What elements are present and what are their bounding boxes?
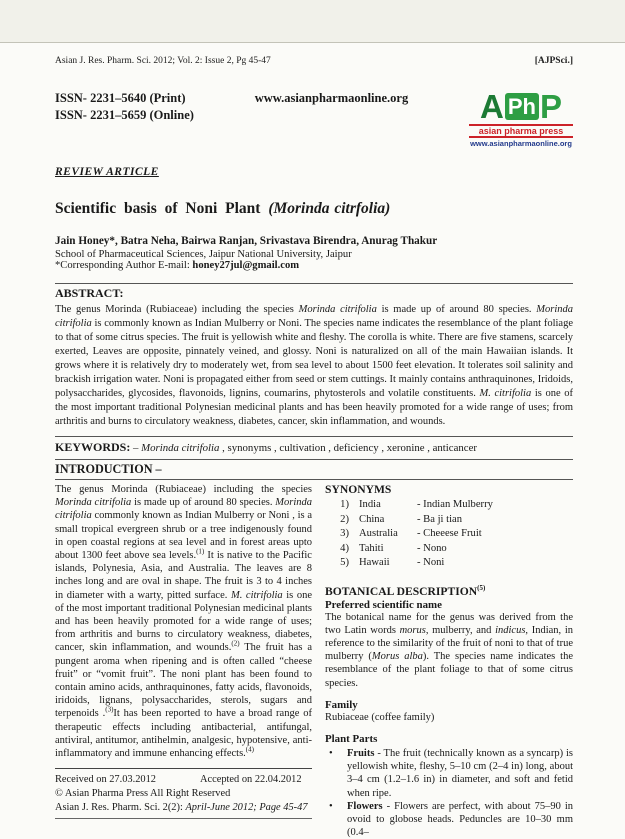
- affiliation-line: School of Pharmaceutical Sciences, Jaipur National University, Jaipur: [55, 249, 352, 260]
- intro-species-italic: Morinda citrifolia: [55, 497, 135, 509]
- keywords-label: KEYWORDS:: [55, 440, 131, 454]
- abstract-seg: is commonly known as Indian Mulberry or Noni. The species name indicates the resemblance of the plant foliage to that of some citrus species. The fruit is yellowish white and fleshy. The corolla is white. There are five stamens, scarcely exerted, Leaves are opposite, pinnately veined, and glossy. Noni is naturalized on all of the main Hawaiian islands. It grows where it is relatively dry to moderately wet, from sea level to about 1500 feet elevation. It tolerates soil salinity and brackish irrigation water. Noni is propagated either from seed or stem cuttings. It mainly contains anthraquinones, Iridoids, polysaccharides, glycosides, flavonoids, lignins, coumarins, phytosterols and volatile constituents.: [55, 318, 573, 399]
- authors-line: Jain Honey*, Batra Neha, Bairwa Ranjan, Srivastava Birendra, Anurag Thakur: [55, 235, 438, 247]
- botanical-seg: , Indian, in reference to the similarity of the fruit of noni to that of true mulberry (: [325, 624, 573, 663]
- publisher-website-link[interactable]: www.asianpharmaonline.org: [254, 91, 409, 105]
- botanical-seg: , mulberry, and: [425, 624, 496, 636]
- citation-ref-5: (5): [477, 583, 486, 592]
- journal-abbrev-tag: [AJPSci.]: [534, 56, 573, 66]
- citation-plain: Asian J. Res. Pharm. Sci. 2(2):: [55, 802, 186, 814]
- journal-reference: Asian J. Res. Pharm. Sci. 2012; Vol. 2: Issue 2, Pg 45-47: [55, 56, 271, 66]
- bullet-lead: Fruits: [347, 747, 375, 759]
- scan-top-margin: [0, 0, 625, 43]
- botanical-seg: The botanical name for the genus was derived from the two Latin words: [325, 611, 573, 636]
- intro-species-italic: Morinda citrifolia: [55, 497, 313, 522]
- article-type-label: REVIEW ARTICLE: [55, 166, 159, 178]
- abstract-heading: ABSTRACT:: [55, 286, 124, 300]
- synonym-name: - Noni: [417, 557, 445, 568]
- list-item: [325, 747, 573, 800]
- botanical-description-heading: [325, 585, 573, 598]
- synonym-number: 2): [340, 513, 349, 525]
- abstract-species-italic: M. citrifolia: [479, 388, 532, 399]
- bullet-icon: •: [329, 747, 333, 759]
- intro-species-italic: M. citrifolia: [230, 589, 283, 601]
- left-column: [55, 483, 312, 839]
- synonym-number: 4): [340, 542, 349, 554]
- synonyms-list: [325, 498, 573, 571]
- intro-seg: is one of the most important traditional Polynesian medicinal plants and has been heavily promoted for a wide range of uses; from arthritis and burns to circulatory weakness, diabetes, cancer, skin inflammation, and wounds.: [55, 589, 312, 654]
- publisher-logo-letters: [469, 90, 573, 123]
- copyright-line: © Asian Pharma Press All Right Reserved: [55, 788, 231, 800]
- list-item: [325, 527, 573, 542]
- plant-parts-subheading: Plant Parts: [325, 732, 378, 745]
- bullet-text: - Flowers are perfect, with about 75–90 in ovoid to globose heads. Peduncles are 10–30 mm (0.4–: [347, 800, 573, 839]
- abstract-species-italic: Morinda citrifolia: [298, 304, 382, 315]
- synonym-name: - Cheeese Fruit: [417, 528, 482, 539]
- intro-seg: It is native to the Pacific islands, Polynesia, Asia, and Australia. The leaves are 8 inches long and are oval in shape. The fruit is 3 to 4 inches in diameter with a warty, pitted surface.: [55, 550, 312, 601]
- abstract-seg: The genus Morinda (Rubiaceae) including the species: [55, 304, 299, 315]
- family-subheading: Family: [325, 698, 358, 711]
- species-name-italic: Morus alba: [371, 651, 423, 663]
- issn-block: [55, 90, 194, 124]
- running-head: [55, 56, 573, 66]
- botanical-heading-text: BOTANICAL DESCRIPTION: [325, 584, 478, 598]
- synonym-number: 5): [340, 557, 349, 568]
- bullet-icon: •: [329, 800, 333, 812]
- citation-ref-2: (2): [231, 639, 240, 648]
- synonyms-heading: SYNONYMS: [325, 483, 392, 496]
- synonym-place: Australia: [359, 528, 398, 539]
- botanical-seg: ). The species name indicates the resemblance of the plant foliage to that of some citrus species.: [325, 651, 573, 689]
- preferred-scientific-name-subheading: Preferred scientific name: [325, 598, 442, 611]
- botanical-description-text: [325, 611, 573, 690]
- page-title: [55, 200, 573, 218]
- list-item: [325, 556, 573, 571]
- intro-seg: The fruit has a pungent aroma when ripening and is often called “cheese fruit” or “vomit fruit”. The noni plant has been found to contain amino acids, anthraquinones, fatty acids, flavonoids, iridoids, lignans, polysaccharides, sterols, sugars and terpenoids .: [55, 642, 313, 720]
- title-species-name: (Morinda citrfolia): [268, 200, 391, 217]
- issn-online: ISSN- 2231–5659 (Online): [55, 108, 194, 122]
- abstract-seg: is one of the most important traditional Polynesian medicinal plants and has been heavily promoted for a wide range of uses; from arthritis and burns to circulatory weakness, diabetes, cancer, skin inflammation, and wounds.: [55, 388, 573, 427]
- logo-letter-ph: Ph: [505, 93, 539, 120]
- publisher-logo-url: www.asianpharmaonline.org: [470, 139, 572, 148]
- logo-letter-p: P: [539, 88, 562, 125]
- list-item: [325, 498, 573, 513]
- intro-seg: It has been reported to have a broad range of therapeutic effects including antibacterial, antifungal, antiviral, antitumor, antihelmin, analgesic, hypotensive, anti-inflammatory and immune enhancing effects.: [55, 708, 312, 760]
- synonym-place: India: [359, 499, 381, 510]
- family-text: Rubiaceae (coffee family): [325, 711, 435, 723]
- citation-line: [55, 801, 312, 815]
- abstract-section: [55, 283, 573, 429]
- citation-ref-3: (3): [105, 705, 114, 714]
- intro-seg: commonly known as Indian Mulberry or Noni , is a small tropical evergreen shrub or a tree indigenously found in open coastal regions at sea level and in forest areas upto about 1300 feet above sea levels.: [55, 510, 312, 562]
- synonym-name: - Nono: [417, 542, 447, 554]
- synonym-name: - Indian Mulberry: [417, 499, 493, 510]
- two-column-body: [55, 483, 573, 839]
- keywords-list: , synonyms , cultivation , deficiency , xeronine , anticancer: [219, 442, 477, 454]
- keywords-band: [55, 436, 573, 460]
- right-column: [325, 483, 573, 839]
- synonym-name: - Ba ji tian: [417, 513, 463, 525]
- issn-print: ISSN- 2231–5640 (Print): [55, 91, 186, 105]
- masthead: [55, 90, 573, 148]
- publisher-logo: [469, 90, 573, 148]
- publisher-name: asian pharma press: [469, 124, 573, 138]
- synonym-number: 3): [340, 528, 349, 539]
- citation-ref-1: (1): [196, 547, 205, 556]
- synonym-place: China: [359, 513, 385, 525]
- latin-word-italic: morus: [399, 624, 426, 636]
- list-item: [325, 513, 573, 528]
- synonym-place: Hawaii: [359, 557, 390, 568]
- logo-letter-a: A: [480, 88, 504, 125]
- accepted-date: Accepted on 22.04.2012: [200, 774, 302, 786]
- plant-parts-list: [325, 747, 573, 839]
- latin-word-italic: indicus: [495, 624, 526, 636]
- introduction-heading: INTRODUCTION –: [55, 461, 573, 480]
- intro-seg: The genus Morinda (Rubiaceae) including the species: [55, 484, 312, 495]
- list-item: [325, 542, 573, 557]
- intro-seg: is made up of around 80 species.: [134, 497, 276, 509]
- article-history-box: [55, 768, 312, 819]
- abstract-text: [55, 303, 573, 429]
- synonym-place: Tahiti: [359, 542, 384, 554]
- received-accepted-row: [55, 773, 312, 787]
- received-date: Received on 27.03.2012: [55, 774, 156, 786]
- corresponding-author-line: [55, 260, 573, 271]
- citation-ref-4: (4): [245, 745, 254, 754]
- bullet-lead: Flowers: [347, 800, 383, 812]
- citation-italic: April-June 2012; Page 45-47: [185, 802, 308, 814]
- corresponding-email-link[interactable]: honey27jul@gmail.com: [192, 260, 300, 271]
- list-item: [325, 800, 573, 839]
- abstract-species-italic: Morinda citrifolia: [55, 304, 574, 329]
- title-text: Scientific basis of Noni Plant: [55, 200, 269, 217]
- keywords-dash: –: [130, 442, 142, 454]
- journal-page: [0, 56, 625, 839]
- synonym-number: 1): [340, 499, 349, 510]
- abstract-seg: is made up of around 80 species.: [381, 304, 537, 315]
- corresponding-prefix: *Corresponding Author E-mail:: [55, 260, 193, 271]
- introduction-text: [55, 483, 312, 760]
- bullet-text: - The fruit (technically known as a syncarp) is yellowish white, fleshy, 5–10 cm (2–4 in) long, about 3–4 cm (1.2–1.6 in) in diameter, and soft and fetid when ripe.: [347, 747, 573, 799]
- keywords-species-italic: Morinda citrifolia: [141, 442, 220, 454]
